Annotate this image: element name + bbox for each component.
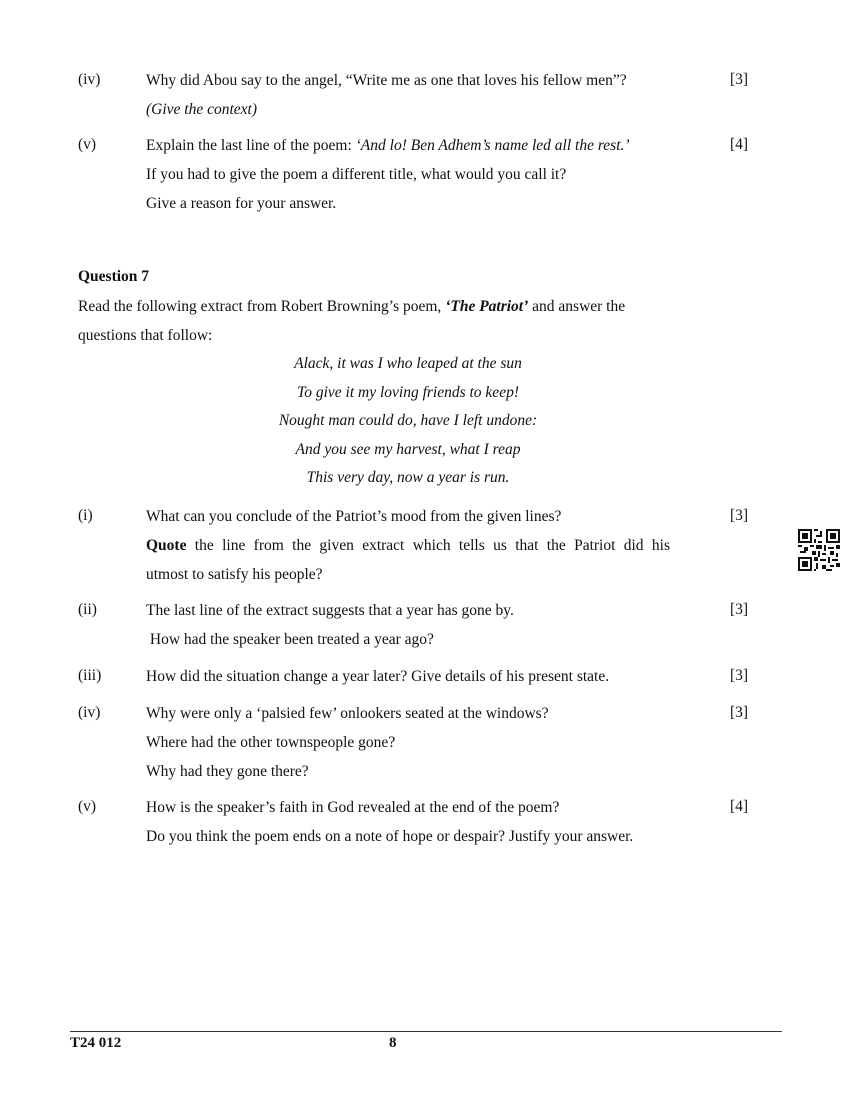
question-line-rest: the line from the given extract which tells us that the Patriot did his bbox=[186, 537, 670, 554]
marks-label: [3] bbox=[730, 667, 749, 684]
question-line: Give a reason for your answer. bbox=[146, 195, 337, 212]
page-number: 8 bbox=[389, 1035, 397, 1051]
item-number: (ii) bbox=[78, 601, 97, 618]
item-text bbox=[146, 507, 706, 594]
item-text bbox=[146, 667, 706, 696]
paper-code: T24 012 bbox=[70, 1035, 122, 1051]
intro-suffix: and answer the bbox=[528, 298, 626, 315]
item-number: (v) bbox=[78, 136, 97, 153]
question-prefix: Explain the last line of the poem: bbox=[146, 137, 356, 154]
quote-keyword: Quote bbox=[146, 537, 187, 554]
intro-line: questions that follow: bbox=[78, 327, 213, 344]
marks-label: [4] bbox=[730, 136, 749, 153]
item-text bbox=[146, 704, 706, 791]
question-line: How had the speaker been treated a year ago? bbox=[146, 631, 434, 648]
question-line bbox=[146, 136, 706, 165]
item-number: (i) bbox=[78, 507, 93, 524]
poem-quote: ‘And lo! Ben Adhem’s name led all the rest.’ bbox=[355, 137, 630, 154]
marks-label: [3] bbox=[730, 601, 749, 618]
question-intro bbox=[78, 297, 678, 355]
item-text bbox=[146, 136, 706, 223]
poem-line: Nought man could do, have I left undone: bbox=[278, 412, 538, 430]
poem-extract bbox=[200, 354, 616, 497]
intro-prefix: Read the following extract from Robert Browning’s poem, bbox=[78, 298, 446, 315]
item-number: (iv) bbox=[78, 71, 101, 88]
poem-line: To give it my loving friends to keep! bbox=[297, 383, 519, 401]
item-number: (iv) bbox=[78, 704, 101, 721]
question-heading: Question 7 bbox=[78, 268, 150, 285]
question-line: Where had the other townspeople gone? bbox=[146, 734, 396, 751]
question-line: If you had to give the poem a different title, what would you call it? bbox=[146, 166, 567, 183]
marks-label: [3] bbox=[730, 71, 749, 88]
item-number: (iii) bbox=[78, 667, 102, 684]
item-text bbox=[146, 798, 706, 856]
poem-line: This very day, now a year is run. bbox=[306, 469, 510, 487]
question-line: Why were only a ‘palsied few’ onlookers seated at the windows? bbox=[146, 705, 549, 722]
question-line: How is the speaker’s faith in God revealed at the end of the poem? bbox=[146, 799, 560, 816]
question-line: The last line of the extract suggests that a year has gone by. bbox=[146, 602, 514, 619]
question-line: What can you conclude of the Patriot’s mood from the given lines? bbox=[146, 508, 562, 525]
item-text bbox=[146, 71, 706, 129]
question-line: utmost to satisfy his people? bbox=[146, 566, 323, 583]
intro-line bbox=[78, 297, 678, 326]
footer-divider bbox=[70, 1031, 782, 1032]
poem-title: ‘The Patriot’ bbox=[445, 298, 529, 315]
poem-line: Alack, it was I who leaped at the sun bbox=[294, 355, 522, 372]
item-number: (v) bbox=[78, 798, 97, 815]
qr-code-icon bbox=[798, 529, 840, 571]
question-note: (Give the context) bbox=[146, 101, 258, 118]
question-line: Do you think the poem ends on a note of hope or despair? Justify your answer. bbox=[146, 828, 634, 845]
question-line bbox=[146, 536, 670, 565]
question-line: Why did Abou say to the angel, “Write me as one that loves his fellow men”? bbox=[146, 72, 627, 89]
question-line: Why had they gone there? bbox=[146, 763, 309, 780]
poem-line: And you see my harvest, what I reap bbox=[295, 440, 521, 458]
marks-label: [4] bbox=[730, 798, 749, 815]
marks-label: [3] bbox=[730, 507, 749, 524]
question-line: How did the situation change a year later? Give details of his present state. bbox=[146, 668, 610, 685]
marks-label: [3] bbox=[730, 704, 749, 721]
item-text bbox=[146, 601, 706, 659]
